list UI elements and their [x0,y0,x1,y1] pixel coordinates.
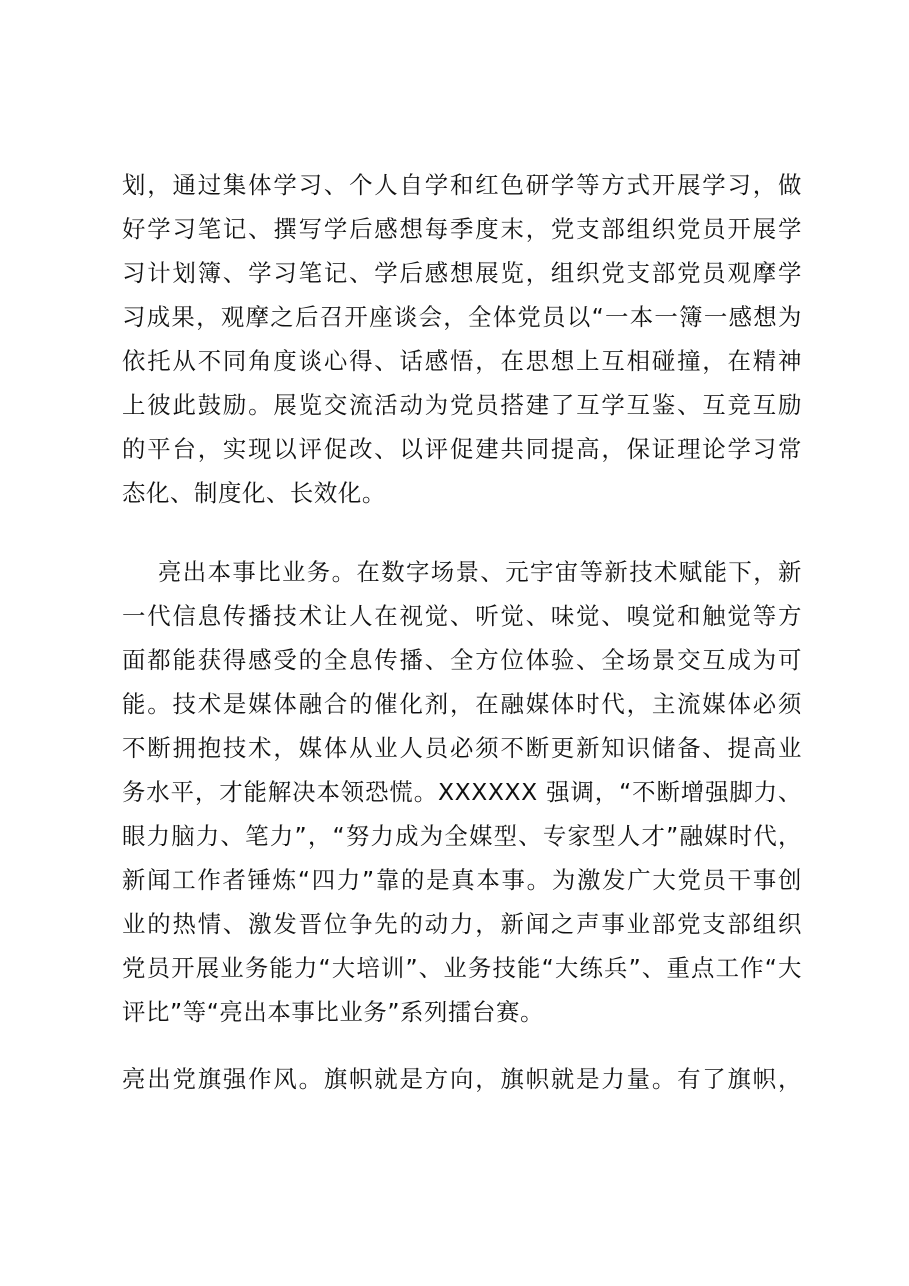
paragraph-line: 新闻工作者锤炼“四力”靠的是真本事。为激发广大党员干事创 [122,866,802,894]
paragraph-line: 不断拥抱技术，媒体从业人员必须不断更新知识储备、提高业 [122,734,802,762]
paragraph-line: 业的热情、激发晋位争先的动力，新闻之声事业部党支部组织 [122,910,802,938]
paragraph-line: 上彼此鼓励。展览交流活动为党员搭建了互学互鉴、互竞互励 [122,391,802,419]
paragraph-line: 能。技术是媒体融合的催化剂，在融媒体时代，主流媒体必须 [122,690,802,718]
paragraph-line: 习计划簿、学习笔记、学后感想展览，组织党支部党员观摩学 [122,259,802,287]
paragraph-line: 务水平，才能解决本领恐慌。XXXXXX 强调，“不断增强脚力、 [122,778,802,806]
paragraph-line: 亮出本事比业务。在数字场景、元宇宙等新技术赋能下，新 [158,558,802,586]
paragraph-line: 习成果，观摩之后召开座谈会，全体党员以“一本一簿一感想为 [122,303,802,331]
paragraph-line: 面都能获得感受的全息传播、全方位体验、全场景交互成为可 [122,646,802,674]
paragraph-line: 态化、制度化、长效化。 [122,479,386,507]
paragraph-line: 依托从不同角度谈心得、话感悟，在思想上互相碰撞，在精神 [122,347,802,375]
paragraph-line: 评比”等“亮出本事比业务”系列擂台赛。 [122,998,545,1026]
paragraph-line: 眼力脑力、笔力”，“努力成为全媒型、专家型人才”融媒时代， [122,822,802,850]
paragraph-line: 好学习笔记、撰写学后感想每季度末，党支部组织党员开展学 [122,215,802,243]
paragraph-line: 亮出党旗强作风。旗帜就是方向，旗帜就是力量。有了旗帜， [122,1065,802,1093]
paragraph-line: 党员开展业务能力“大培训”、业务技能“大练兵”、重点工作“大 [122,954,802,982]
paragraph-line: 划，通过集体学习、个人自学和红色研学等方式开展学习，做 [122,171,802,199]
paragraph-line: 的平台，实现以评促改、以评促建共同提高，保证理论学习常 [122,435,802,463]
paragraph-line: 一代信息传播技术让人在视觉、听觉、味觉、嗅觉和触觉等方 [122,602,802,630]
